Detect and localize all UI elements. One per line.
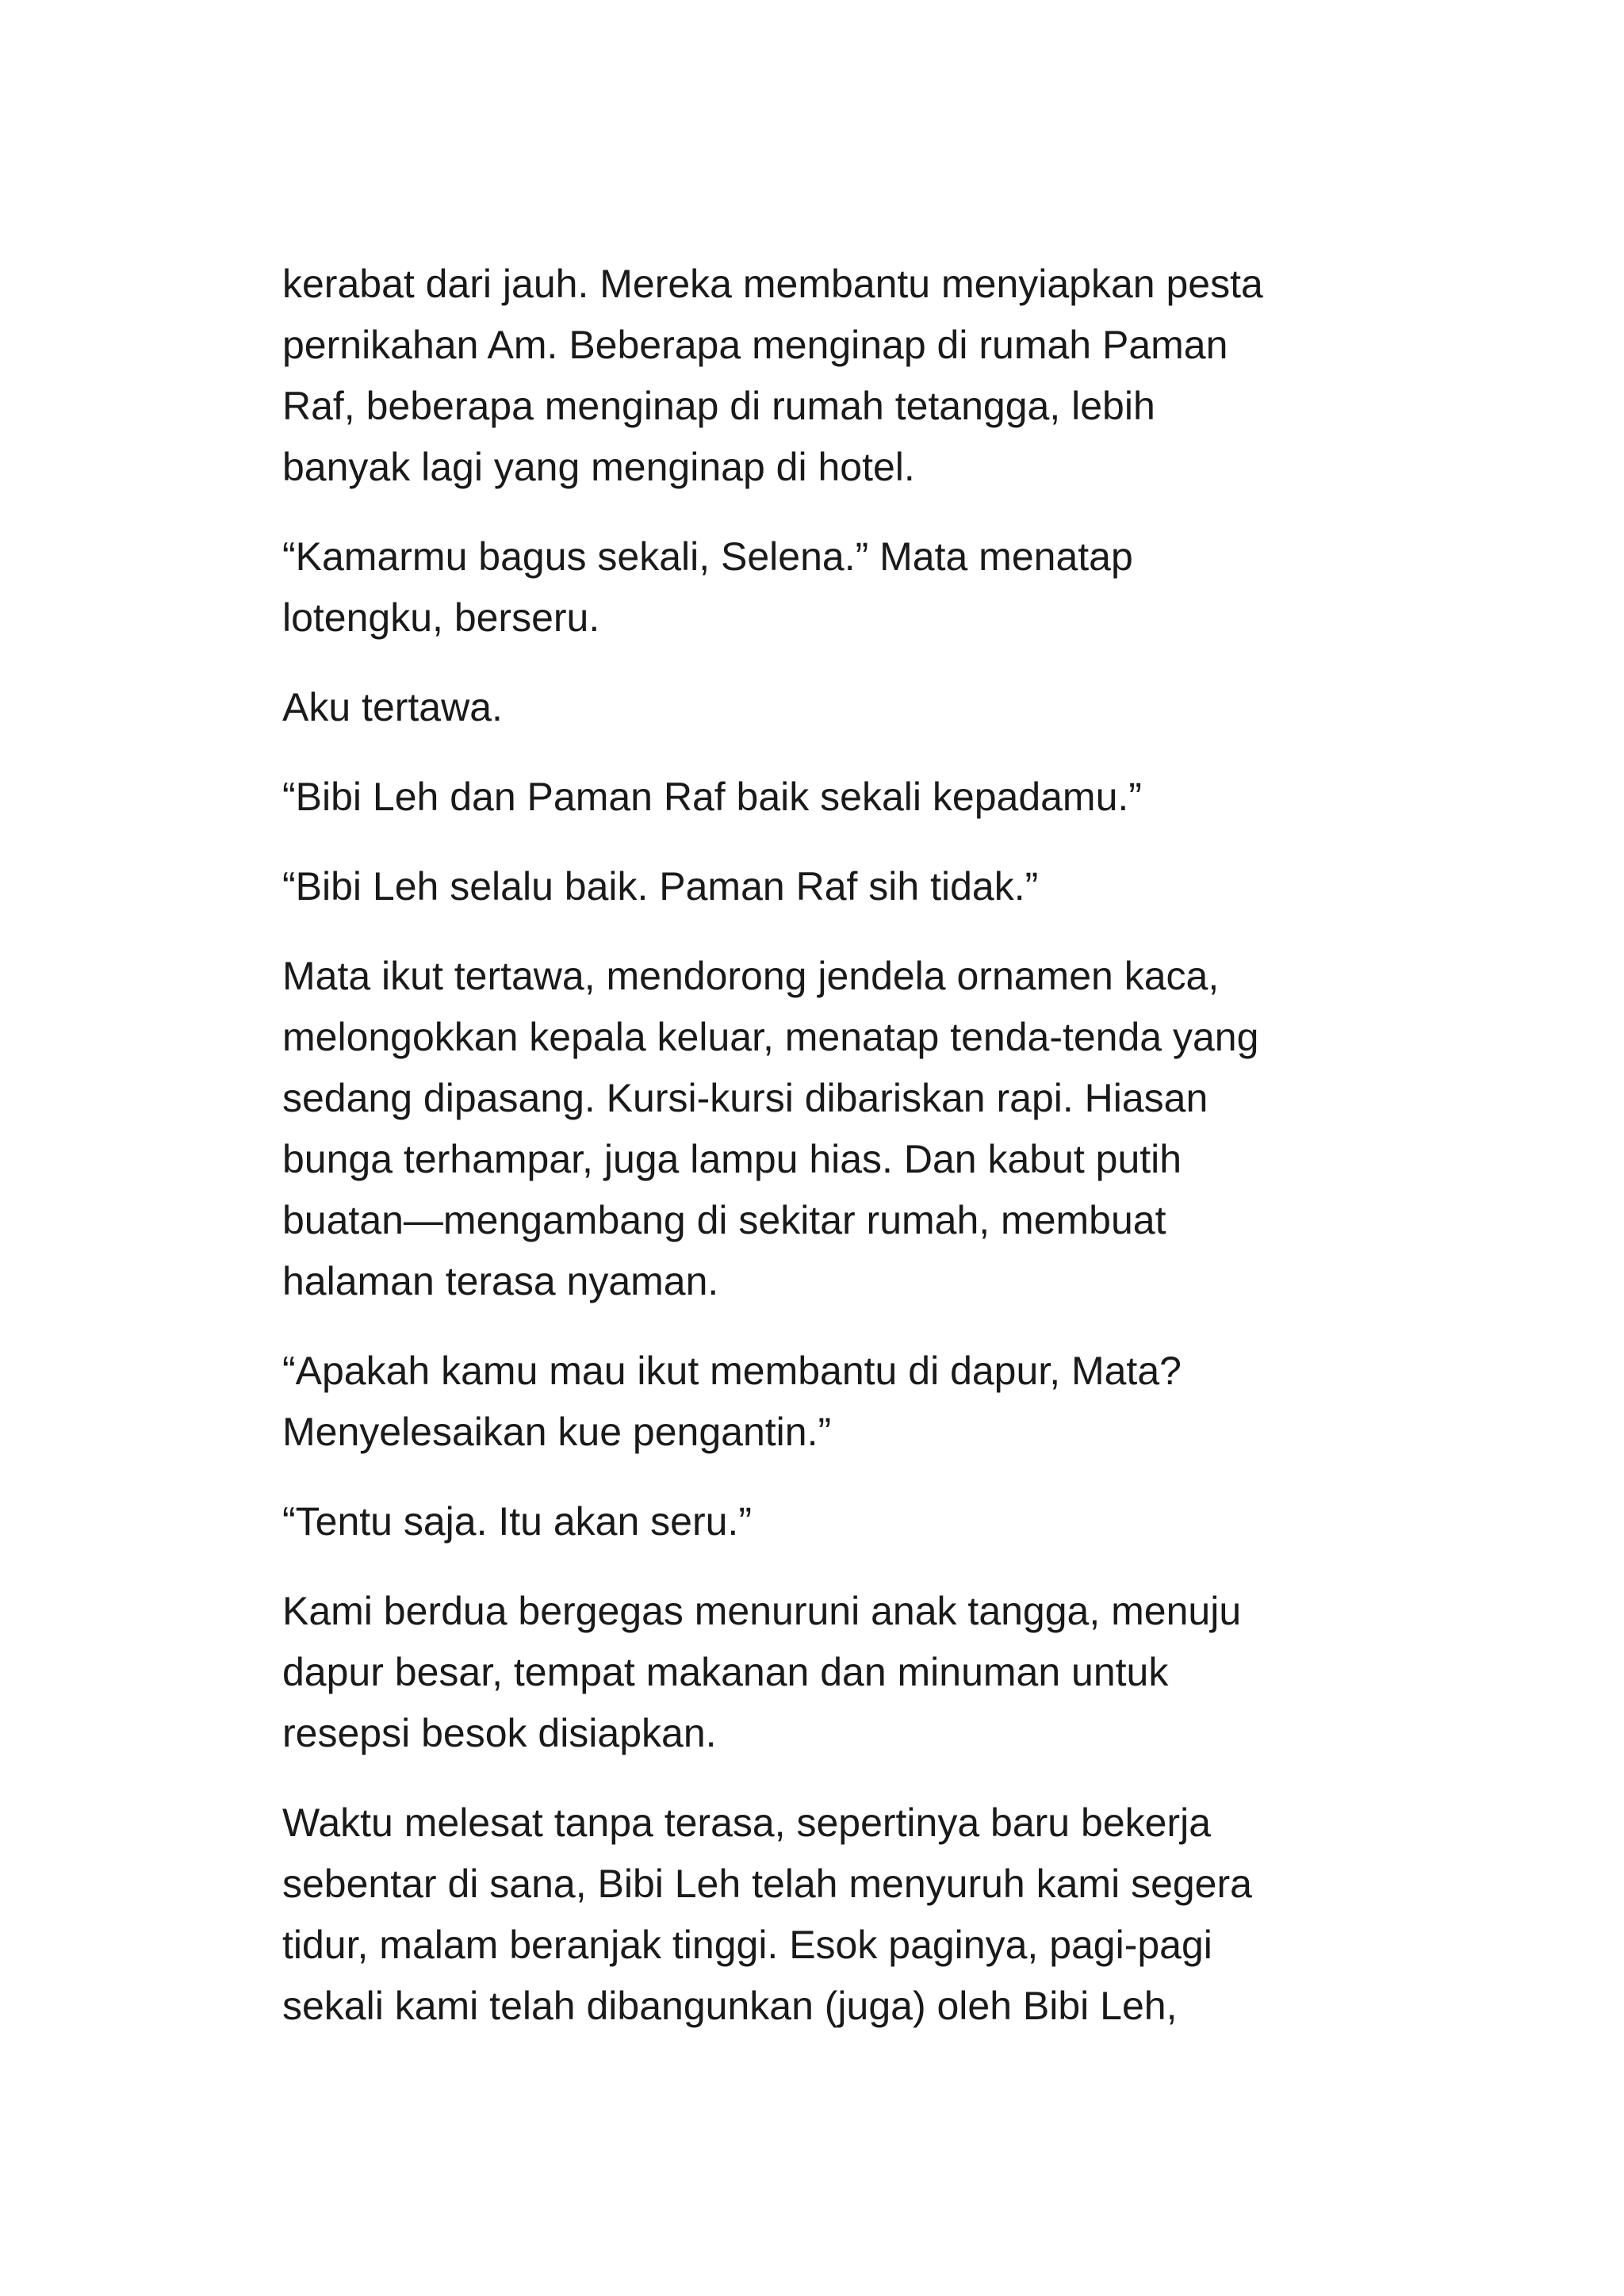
text-line: “Tentu saja. Itu akan seru.” xyxy=(282,1499,752,1544)
text-line: resepsi besok disiapkan. xyxy=(282,1711,717,1755)
text-line: Waktu melesat tanpa terasa, sepertinya baru bekerja xyxy=(282,1800,1211,1845)
paragraph-4 xyxy=(282,767,1377,828)
text-line: Raf, beberapa menginap di rumah tetangga, lebih xyxy=(282,384,1155,428)
text-line: Aku tertawa. xyxy=(282,685,503,729)
text-line: “Bibi Leh selalu baik. Paman Raf sih tidak.” xyxy=(282,864,1039,909)
text-line: Mata ikut tertawa, mendorong jendela ornamen kaca, xyxy=(282,954,1220,998)
paragraph-9 xyxy=(282,1581,1377,1764)
text-line: pernikahan Am. Beberapa menginap di rumah Paman xyxy=(282,323,1228,367)
text-line: “Bibi Leh dan Paman Raf baik sekali kepadamu.” xyxy=(282,775,1142,819)
text-line: halaman terasa nyaman. xyxy=(282,1259,719,1303)
text-line: sedang dipasang. Kursi-kursi dibariskan rapi. Hiasan xyxy=(282,1076,1208,1120)
paragraph-7 xyxy=(282,1341,1377,1463)
text-line: banyak lagi yang menginap di hotel. xyxy=(282,445,915,489)
text-line: melongokkan kepala keluar, menatap tenda-tenda yang xyxy=(282,1015,1259,1059)
text-line: Kami berdua bergegas menuruni anak tangga, menuju xyxy=(282,1589,1242,1633)
body-text xyxy=(282,254,1377,2065)
text-line: buatan—mengambang di sekitar rumah, membuat xyxy=(282,1198,1166,1242)
paragraph-6 xyxy=(282,946,1377,1312)
text-line: “Apakah kamu mau ikut membantu di dapur, Mata? xyxy=(282,1349,1182,1393)
text-line: Menyelesaikan kue pengantin.” xyxy=(282,1410,832,1454)
paragraph-10 xyxy=(282,1793,1377,2037)
paragraph-3 xyxy=(282,677,1377,738)
paragraph-1 xyxy=(282,254,1377,498)
text-line: kerabat dari jauh. Mereka membantu menyiapkan pesta xyxy=(282,262,1263,306)
paragraph-2 xyxy=(282,526,1377,649)
text-line: dapur besar, tempat makanan dan minuman untuk xyxy=(282,1650,1169,1694)
text-line: lotengku, berseru. xyxy=(282,595,600,640)
text-line: sekali kami telah dibangunkan (juga) oleh Bibi Leh, xyxy=(282,1984,1178,2028)
text-line: bunga terhampar, juga lampu hias. Dan kabut putih xyxy=(282,1137,1182,1181)
paragraph-5 xyxy=(282,856,1377,917)
text-line: tidur, malam beranjak tinggi. Esok paginya, pagi-pagi xyxy=(282,1923,1212,1967)
text-line: “Kamarmu bagus sekali, Selena.” Mata menatap xyxy=(282,534,1133,579)
text-line: sebentar di sana, Bibi Leh telah menyuruh kami segera xyxy=(282,1862,1252,1906)
paragraph-8 xyxy=(282,1491,1377,1552)
